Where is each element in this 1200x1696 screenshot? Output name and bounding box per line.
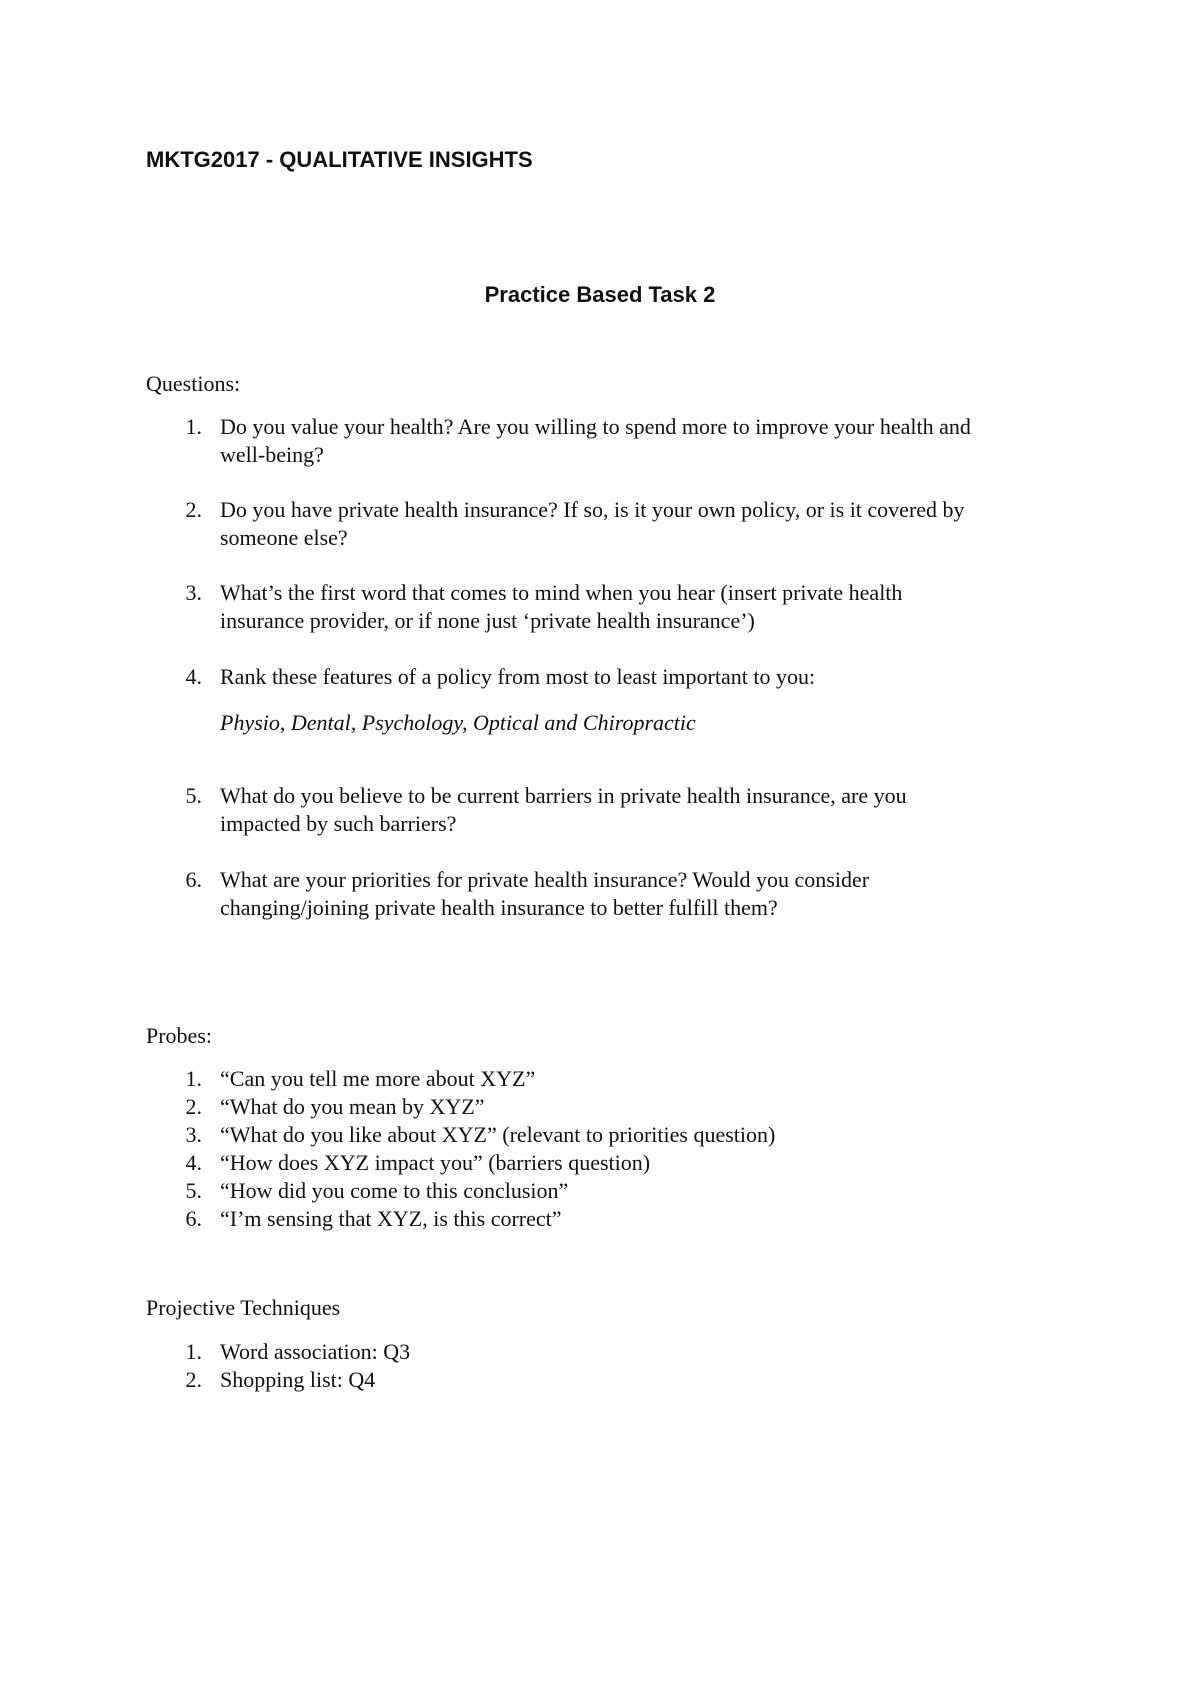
probes-heading: Probes: <box>146 1023 212 1048</box>
technique-text: Word association: Q3 <box>220 1339 411 1364</box>
probe-number: 2. <box>185 1094 202 1119</box>
question-number: 5. <box>185 783 202 808</box>
question-text <box>220 866 1076 922</box>
question-line: What are your priorities for private health insurance? Would you consider <box>220 867 870 892</box>
question-text <box>220 579 1076 635</box>
question-number: 1. <box>185 414 202 439</box>
task-title: Practice Based Task 2 <box>484 282 716 307</box>
question-line: changing/joining private health insurance to better fulfill them? <box>220 895 778 920</box>
question-line: impacted by such barriers? <box>220 811 457 836</box>
question-text <box>220 413 1076 469</box>
question-text <box>220 782 1076 838</box>
question-number: 3. <box>185 580 202 605</box>
question-line: someone else? <box>220 525 348 550</box>
technique-text: Shopping list: Q4 <box>220 1367 376 1392</box>
probe-text: “What do you mean by XYZ” <box>220 1094 485 1119</box>
question-line: well-being? <box>220 442 324 467</box>
technique-number: 2. <box>185 1367 202 1392</box>
technique-number: 1. <box>185 1339 202 1364</box>
question-number: 2. <box>185 497 202 522</box>
features-list: Physio, Dental, Psychology, Optical and Chiropractic <box>220 710 696 735</box>
question-line: Rank these features of a policy from most to least important to you: <box>220 664 816 689</box>
probe-text: “How did you come to this conclusion” <box>220 1178 569 1203</box>
probe-number: 6. <box>185 1206 202 1231</box>
probe-text: “Can you tell me more about XYZ” <box>220 1066 536 1091</box>
probe-text: “What do you like about XYZ” (relevant to priorities question) <box>220 1122 776 1147</box>
question-line: insurance provider, or if none just ‘private health insurance’) <box>220 608 755 633</box>
question-text <box>220 496 1076 552</box>
questions-heading: Questions: <box>146 371 241 396</box>
question-line: Do you have private health insurance? If so, is it your own policy, or is it covered by <box>220 497 965 522</box>
probe-number: 1. <box>185 1066 202 1091</box>
probe-text: “How does XYZ impact you” (barriers question) <box>220 1150 651 1175</box>
question-line: What do you believe to be current barriers in private health insurance, are you <box>220 783 907 808</box>
probe-number: 3. <box>185 1122 202 1147</box>
question-number: 6. <box>185 867 202 892</box>
probe-number: 4. <box>185 1150 202 1175</box>
question-text <box>220 663 1076 691</box>
probe-text: “I’m sensing that XYZ, is this correct” <box>220 1206 562 1231</box>
probe-number: 5. <box>185 1178 202 1203</box>
projective-heading: Projective Techniques <box>146 1295 341 1320</box>
question-number: 4. <box>185 664 202 689</box>
question-line: Do you value your health? Are you willing to spend more to improve your health and <box>220 414 971 439</box>
course-title: MKTG2017 - QUALITATIVE INSIGHTS <box>146 147 533 172</box>
question-line: What’s the first word that comes to mind when you hear (insert private health <box>220 580 903 605</box>
